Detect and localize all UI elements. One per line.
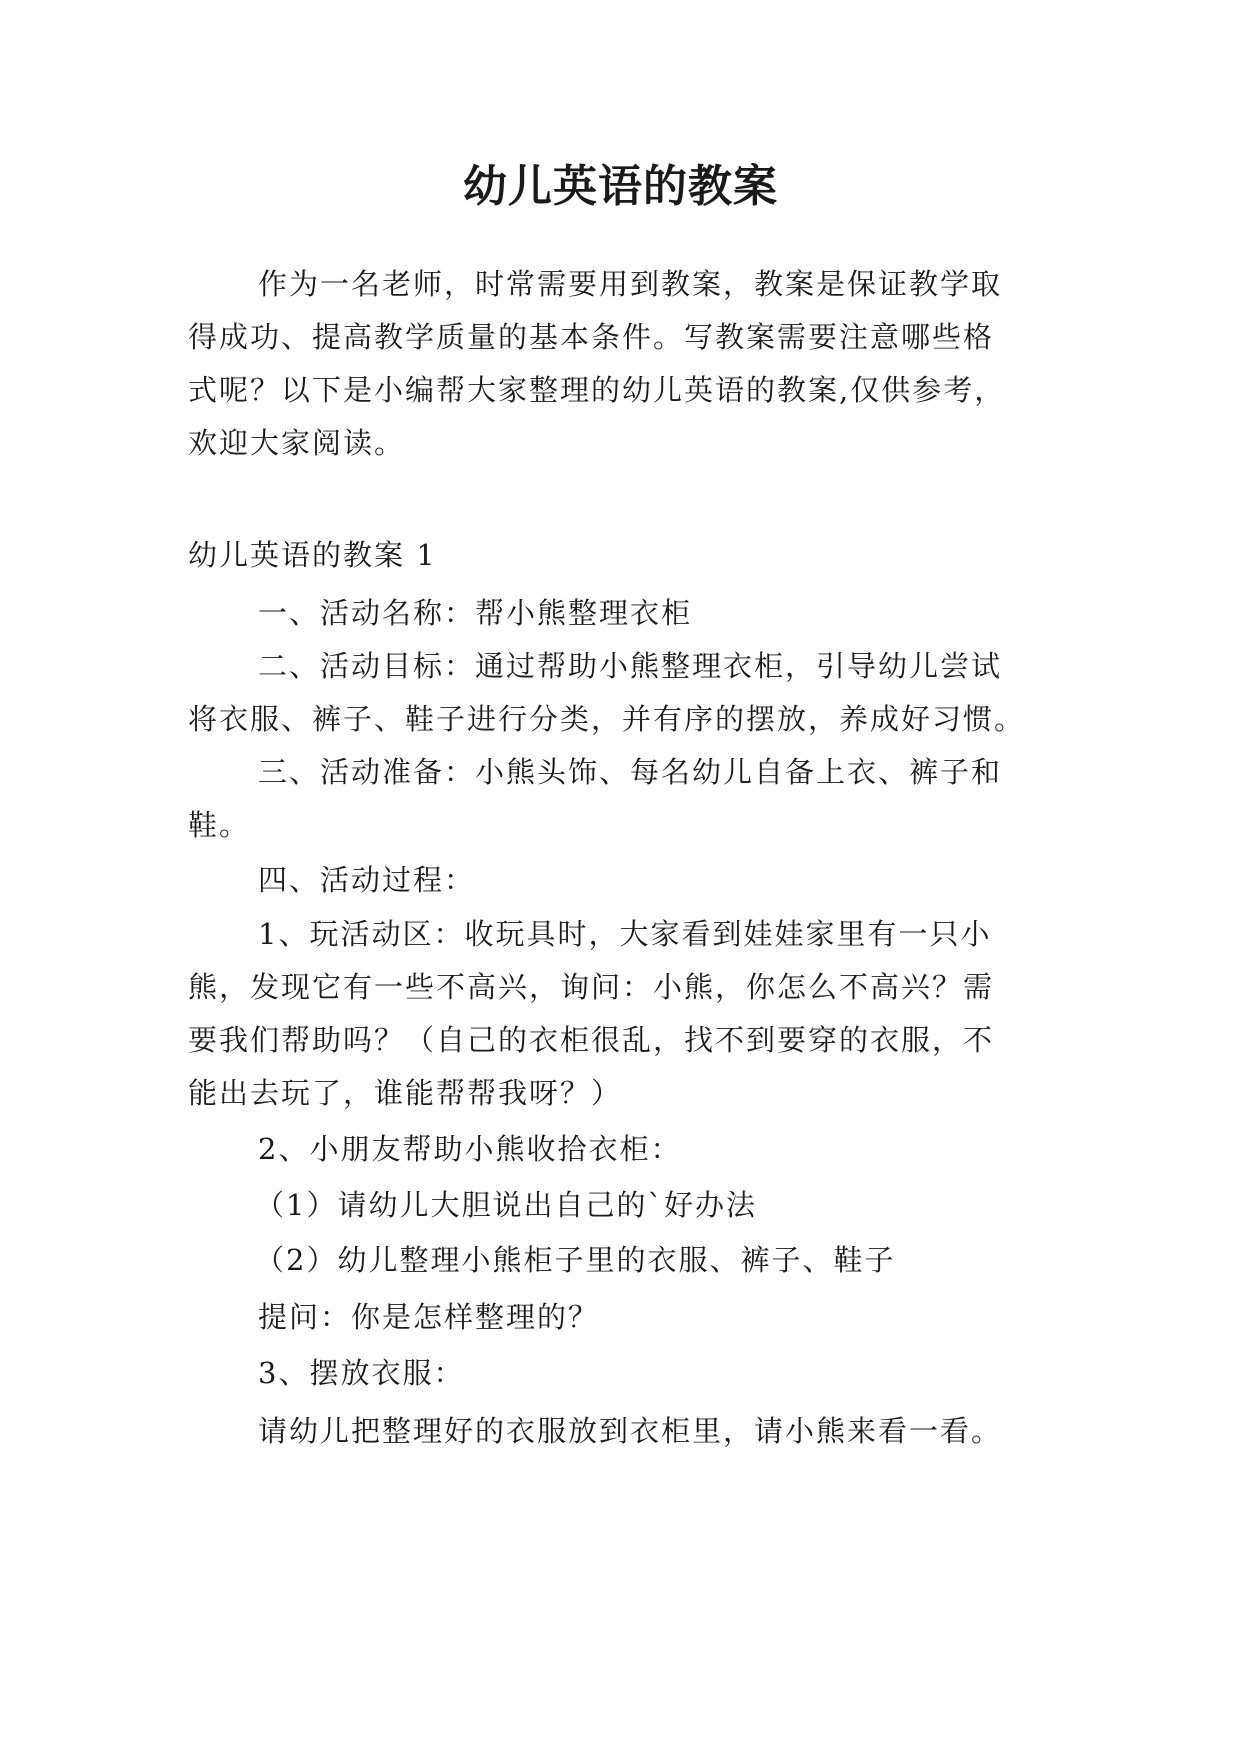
document-title: 幼儿英语的教案 xyxy=(463,161,778,212)
body-line-2: 二、活动目标：通过帮助小熊整理衣柜，引导幼儿尝试 xyxy=(258,649,1003,683)
body-line-9: 要我们帮助吗？（自己的衣柜很乱，找不到要穿的衣服，不 xyxy=(188,1023,995,1057)
body-line-6: 四、活动过程： xyxy=(258,863,476,897)
body-line-5: 鞋。 xyxy=(188,808,251,842)
intro-line-2: 得成功、提高教学质量的基本条件。写教案需要注意哪些格 xyxy=(188,320,995,354)
body-line-11: 2、小朋友帮助小熊收拾衣柜： xyxy=(258,1132,682,1166)
section-heading: 幼儿英语的教案 1 xyxy=(188,538,437,572)
body-line-3: 将衣服、裤子、鞋子进行分类，并有序的摆放，养成好习惯。 xyxy=(188,702,1026,736)
body-line-15: 3、摆放衣服： xyxy=(258,1356,465,1390)
body-line-10: 能出去玩了，谁能帮帮我呀？） xyxy=(188,1076,623,1110)
body-line-13: （2）幼儿整理小熊柜子里的衣服、裤子、鞋子 xyxy=(255,1243,896,1277)
body-line-14: 提问：你是怎样整理的？ xyxy=(258,1300,600,1334)
intro-line-4: 欢迎大家阅读。 xyxy=(188,426,406,460)
intro-line-1: 作为一名老师，时常需要用到教案，教案是保证教学取 xyxy=(258,267,1003,301)
body-line-16: 请幼儿把整理好的衣服放到衣柜里，请小熊来看一看。 xyxy=(258,1414,1003,1448)
intro-line-3: 式呢？以下是小编帮大家整理的幼儿英语的教案,仅供参考， xyxy=(188,373,1006,407)
body-line-8: 熊，发现它有一些不高兴，询问：小熊，你怎么不高兴？需 xyxy=(188,970,995,1004)
body-line-7: 1、玩活动区：收玩具时，大家看到娃娃家里有一只小 xyxy=(258,917,992,951)
body-line-1: 一、活动名称：帮小熊整理衣柜 xyxy=(258,596,693,630)
body-line-12: （1）请幼儿大胆说出自己的`好办法 xyxy=(255,1188,757,1222)
body-line-4: 三、活动准备：小熊头饰、每名幼儿自备上衣、裤子和 xyxy=(258,755,1003,789)
